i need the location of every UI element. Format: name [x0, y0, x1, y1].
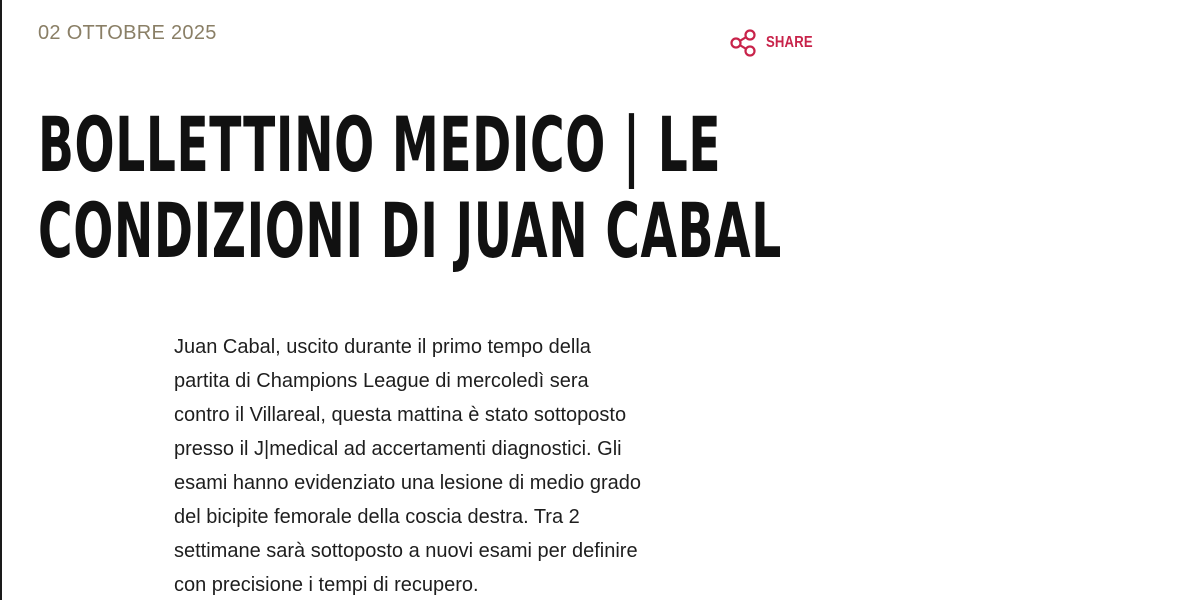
article-title-line: BOLLETTINO MEDICO | LE — [38, 100, 722, 189]
share-label: SHARE — [766, 34, 813, 51]
share-button[interactable] — [730, 29, 823, 57]
article-body-line: presso il J|medical ad accertamenti diagnostici. Gli — [174, 438, 622, 460]
article-body-line: con precisione i tempi di recupero. — [174, 574, 479, 596]
share-icon — [730, 29, 756, 57]
article-body-line: partita di Champions League di mercoledì sera — [174, 370, 589, 392]
article-body-line: contro il Villareal, questa mattina è stato sottoposto — [174, 404, 627, 426]
article-date: 02 OTTOBRE 2025 — [38, 22, 217, 44]
article-body-line: settimane sarà sottoposto a nuovi esami per definire — [174, 540, 638, 562]
article-title-line: CONDIZIONI DI JUAN CABAL — [38, 186, 782, 275]
article-body — [174, 330, 694, 600]
article-body-line: Juan Cabal, uscito durante il primo tempo della — [174, 336, 591, 358]
article-body-line: del bicipite femorale della coscia destra. Tra 2 — [174, 506, 580, 528]
article-title — [38, 100, 782, 275]
article-body-line: esami hanno evidenziato una lesione di medio grado — [174, 472, 641, 494]
